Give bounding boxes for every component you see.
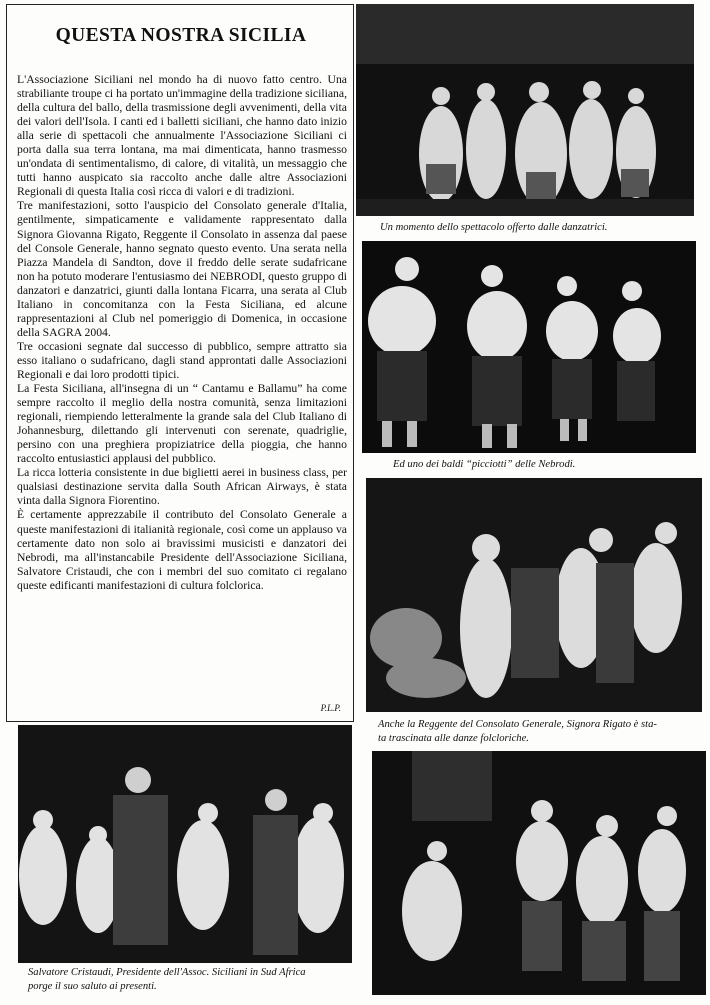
photo-rigato	[366, 478, 702, 712]
photo-picciotti	[362, 241, 696, 453]
photo-dance-group	[372, 751, 706, 995]
photo-dancers	[356, 4, 694, 216]
article-paragraph: Tre occasioni segnate dal successo di pubblico, sempre attratto sia esso italiano o sudafricano, dagli stand approntati dalle Associazioni Regionali e dai loro prodotti tipici.	[17, 339, 347, 381]
photo-rigato-caption-line-1: Anche la Reggente del Consolato Generale, Signora Rigato è sta-	[378, 719, 657, 730]
photo-cristaudi	[18, 725, 352, 963]
article-paragraph: È certamente apprezzabile il contributo del Consolato Generale a queste manifestazioni di italianità regionale, così come un applauso va certamente dato non solo ai bravissimi musicisti e danzatori dei Nebrodi, ma all'instancabile Presidente dell'Associazione Siciliana, Salvatore Cristaudi, che con i membri del suo comitato ci regalano queste edificanti manifestazioni di cultura folclorica.	[17, 508, 347, 592]
article-paragraph: La ricca lotteria consistente in due biglietti aerei in business class, per qualsiasi destinazione servita dalla South African Airways, è stata vinta dalla Signora Fiorentino.	[17, 466, 347, 508]
photo-dancers-caption: Un momento dello spettacolo offerto dalle danzatrici.	[380, 222, 608, 233]
photo-picciotti-caption: Ed uno dei baldi “picciotti” delle Nebrodi.	[393, 459, 576, 470]
photo-rigato-caption-line-2: ta trascinata alle danze folcloriche.	[378, 733, 529, 744]
article-paragraph: La Festa Siciliana, all'insegna di un “ Cantamu e Ballamu” ha come sempre raccolto il meglio della nostra comunità, senza limitazioni regionali, riempiendo letteralmente la grande sala del Club Italiano di Johannesburg, dilettando gli intervenuti con serenate, quadriglie, persino con una preghiera propiziatrice della pioggia, che hanno raccolto entusiastici applausi del pubblico.	[17, 382, 347, 466]
article-paragraph: L'Associazione Siciliani nel mondo ha di nuovo fatto centro. Una strabiliante troupe ci ha portato un'immagine della tradizione siciliana, della cultura del ballo, della trasmissione degli avvenimenti, della vita dei valori dell'Isola. I canti ed i balletti siciliani, che hanno dato inizio alla serie di spettacoli che annualmente l'Associazione Siciliani ci porta dalla sua terra lontana, ma mai dimenticata, hanno trasmesso un'ondata di sentimentalismo, di calore, di vitalità, un messaggio che tutti hanno auspicato sia raccolto anche dalle altre Associazioni Regionali di questa Italia così ricca di valori e di tradizioni.	[17, 73, 347, 199]
photo-cristaudi-caption-line-1: Salvatore Cristaudi, Presidente dell'Assoc. Siciliani in Sud Africa	[28, 967, 306, 978]
article-title: QUESTA NOSTRA SICILIA	[55, 25, 307, 46]
article-paragraph: Tre manifestazioni, sotto l'auspicio del Consolato generale d'Italia, gentilmente, simpaticamente e validamente rappresentato dalla Signora Giovanna Rigato, Reggente il Consolato in assenza dal paese del Console Generale, hanno segnato questo evento. Una serata nella Piazza Mandela di Sandton, dove il freddo delle serate sudafricane non ha potuto moderare l'entusiasmo dei NEBRODI, questo gruppo di danzatori e danzatrici, giunti dalla lontana Ficarra, una serata al Club Italiano in concomitanza con la Festa Siciliana, ed alcune rappresentazioni al Club nel pomeriggio di Domenica, in occasione della SAGRA 2004.	[17, 199, 347, 339]
article-box	[6, 4, 354, 722]
author-signature: P.L.P.	[320, 703, 341, 713]
article-body	[17, 73, 347, 593]
photo-cristaudi-caption-line-2: porge il suo saluto ai presenti.	[28, 981, 157, 992]
